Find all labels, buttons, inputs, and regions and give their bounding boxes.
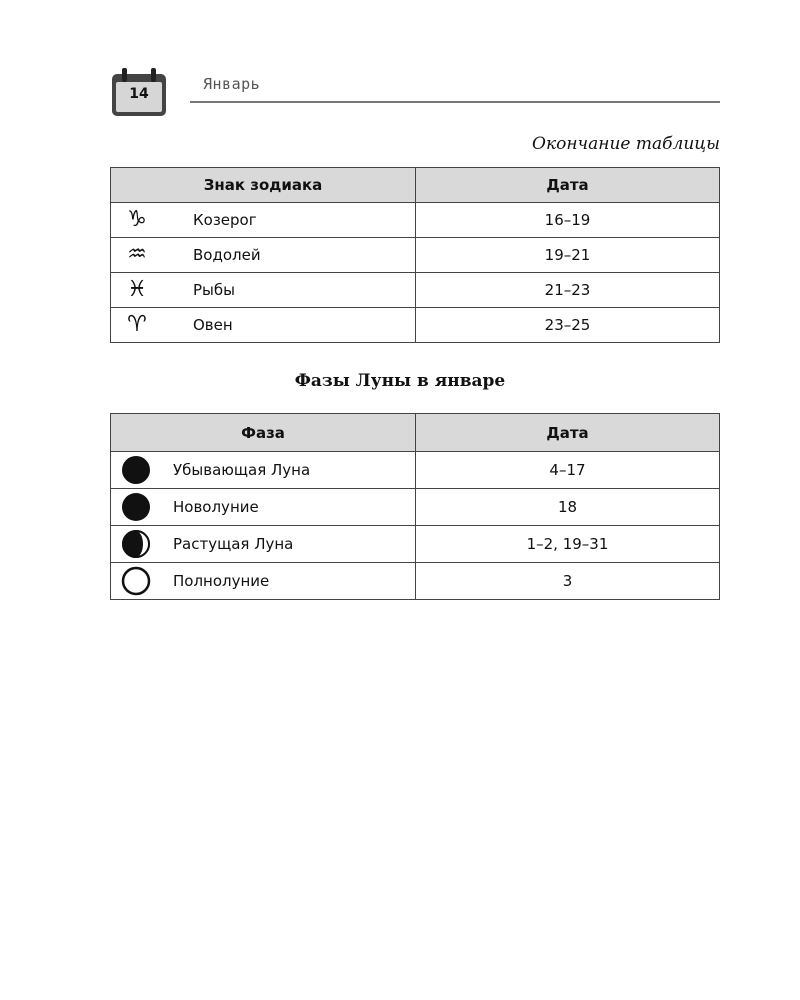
sign-name: Овен	[193, 316, 233, 334]
aries-icon: ♈	[127, 312, 147, 337]
sign-name: Козерог	[193, 211, 257, 229]
page-number: 14	[129, 86, 149, 102]
column-header-phase: Фаза	[111, 414, 416, 452]
capricorn-icon: ♑	[127, 207, 147, 232]
table-row	[111, 203, 720, 238]
phase-dates: 4–17	[416, 452, 720, 489]
phase-dates: 3	[416, 563, 720, 600]
sign-dates: 23–25	[416, 308, 720, 343]
phase-name: Убывающая Луна	[173, 461, 311, 479]
phase-name: Новолуние	[173, 498, 259, 516]
table-continuation-caption: Окончание таблицы	[532, 134, 720, 154]
table-row	[111, 238, 720, 273]
full-moon-icon	[121, 566, 151, 596]
sign-dates: 16–19	[416, 203, 720, 238]
zodiac-table	[110, 167, 720, 343]
table-row	[111, 489, 720, 526]
column-header-date: Дата	[416, 168, 720, 203]
aquarius-icon: ♒	[127, 242, 147, 267]
sign-name: Рыбы	[193, 281, 235, 299]
page-header	[108, 58, 720, 118]
table-row	[111, 563, 720, 600]
section-title: Январь	[203, 75, 261, 93]
waxing-moon-icon	[121, 529, 151, 559]
header-divider	[190, 101, 720, 103]
table-header-row	[111, 168, 720, 203]
table-row	[111, 452, 720, 489]
column-header-sign: Знак зодиака	[111, 168, 416, 203]
phase-name: Полнолуние	[173, 572, 270, 590]
table-row	[111, 308, 720, 343]
sign-dates: 19–21	[416, 238, 720, 273]
column-header-date: Дата	[416, 414, 720, 452]
waning-moon-icon	[121, 455, 151, 485]
calendar-icon	[108, 66, 170, 118]
phase-dates: 1–2, 19–31	[416, 526, 720, 563]
phase-dates: 18	[416, 489, 720, 526]
sign-dates: 21–23	[416, 273, 720, 308]
sign-name: Водолей	[193, 246, 261, 264]
moon-phases-table	[110, 413, 720, 600]
table-row	[111, 273, 720, 308]
new-moon-icon	[121, 492, 151, 522]
table-header-row	[111, 414, 720, 452]
pisces-icon: ♓	[127, 277, 147, 302]
table-row	[111, 526, 720, 563]
phase-name: Растущая Луна	[173, 535, 294, 553]
moon-phases-title: Фазы Луны в январе	[294, 371, 506, 391]
